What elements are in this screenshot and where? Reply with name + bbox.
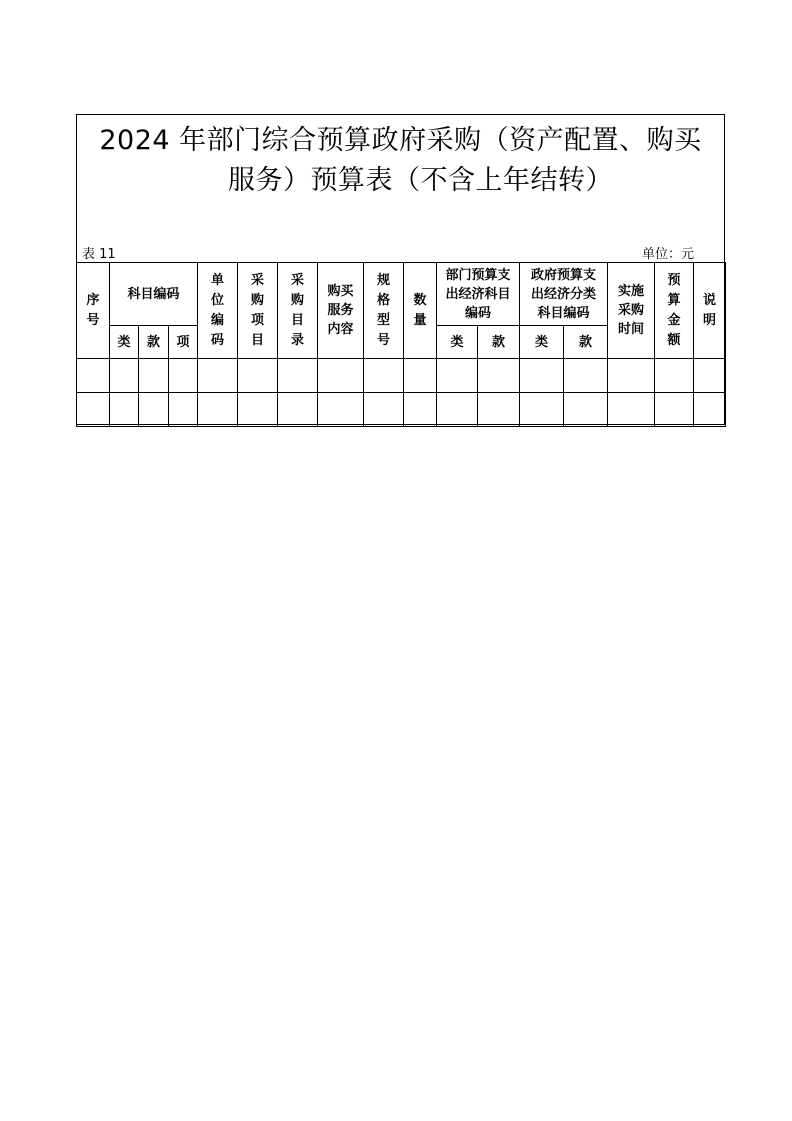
header-subject-code: 科目编码: [110, 263, 198, 326]
page-title: [77, 121, 724, 201]
table-cell: [139, 393, 169, 427]
table-cell: [437, 359, 478, 393]
header-row: [77, 263, 726, 326]
table-cell: [110, 359, 139, 393]
title-line-2: 服务）预算表（不含上年结转）: [228, 165, 613, 196]
procurement-budget-table: [76, 262, 726, 427]
header-spec-model: 规格型号: [364, 263, 404, 359]
table-cell: [318, 359, 364, 393]
subject-xiang: 项: [169, 326, 198, 359]
table-cell: [364, 393, 404, 427]
header-gov-econ-code: 政府预算支出经济分类科目编码: [520, 263, 608, 326]
header-service-content: 购买服务内容: [318, 263, 364, 359]
dept-econ-lei: 类: [437, 326, 478, 359]
dept-econ-kuan: 款: [478, 326, 520, 359]
table-cell: [139, 359, 169, 393]
table-cell: [318, 393, 364, 427]
table-cell: [198, 393, 238, 427]
title-line-1: 2024 年部门综合预算政府采购（资产配置、购买: [99, 125, 702, 156]
table-cell: [520, 359, 564, 393]
unit-label: 单位：元: [641, 247, 694, 262]
gov-econ-kuan: 款: [564, 326, 608, 359]
gov-econ-lei: 类: [520, 326, 564, 359]
header-procurement-item: 采购项目: [238, 263, 278, 359]
table-cell: [655, 359, 694, 393]
table-cell: [564, 359, 608, 393]
table-cell: [520, 393, 564, 427]
header-unit-code: 单位编码: [198, 263, 238, 359]
table-cell: [278, 359, 318, 393]
table-cell: [238, 393, 278, 427]
table-cell: [169, 393, 198, 427]
table-cell: [110, 393, 139, 427]
table-cell: [437, 393, 478, 427]
table-cell: [77, 359, 110, 393]
table-cell: [478, 359, 520, 393]
header-quantity: 数量: [404, 263, 437, 359]
header-procurement-catalog: 采购目录: [278, 263, 318, 359]
table-cell: [169, 359, 198, 393]
header-note: 说明: [694, 263, 726, 359]
subject-lei: 类: [110, 326, 139, 359]
table-cell: [478, 393, 520, 427]
table-cell: [404, 393, 437, 427]
table-cell: [694, 359, 726, 393]
table-cell: [77, 393, 110, 427]
table-cell: [608, 359, 655, 393]
table-row: [77, 359, 726, 393]
subject-kuan: 款: [139, 326, 169, 359]
table-row: [77, 393, 726, 427]
table-cell: [238, 359, 278, 393]
table-cell: [655, 393, 694, 427]
table-number: 表 11: [82, 247, 116, 262]
header-seq: 序号: [77, 263, 110, 359]
header-dept-econ-code: 部门预算支出经济科目编码: [437, 263, 520, 326]
table-cell: [278, 393, 318, 427]
table-cell: [608, 393, 655, 427]
table-cell: [564, 393, 608, 427]
table-cell: [364, 359, 404, 393]
budget-table-frame: [76, 114, 725, 425]
header-budget-amount: 预算金额: [655, 263, 694, 359]
table-cell: [404, 359, 437, 393]
header-implementation-time: 实施采购时间: [608, 263, 655, 359]
table-cell: [198, 359, 238, 393]
table-cell: [694, 393, 726, 427]
